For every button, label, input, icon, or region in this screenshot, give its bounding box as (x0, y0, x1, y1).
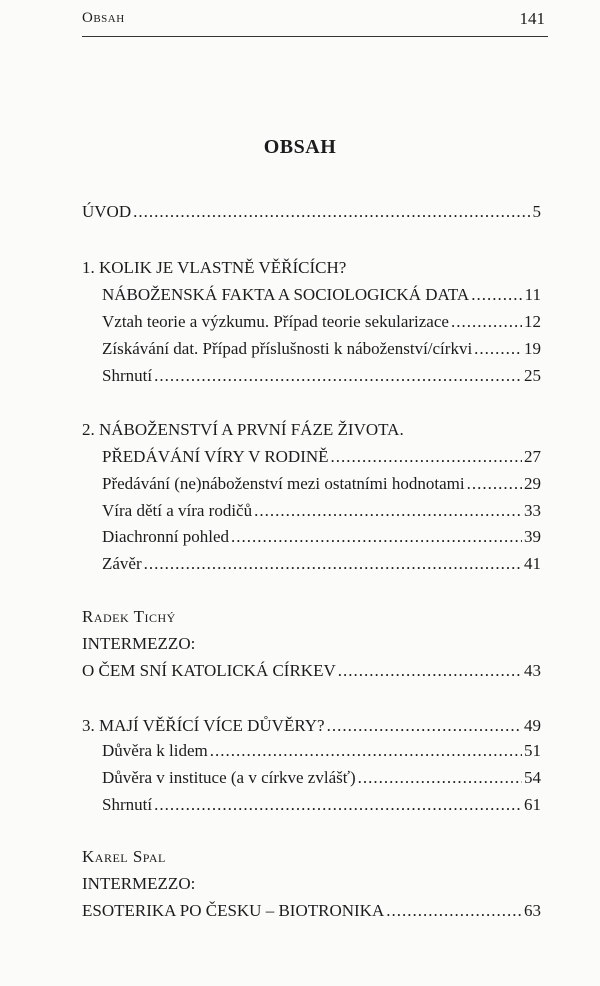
toc-entry-label: Karel Spal (82, 847, 166, 866)
toc-entry-label: INTERMEZZO: (82, 634, 196, 653)
dot-leader (474, 339, 522, 359)
dot-leader (386, 901, 522, 921)
toc-entry (102, 474, 541, 498)
dot-leader (154, 795, 522, 815)
toc-entry-page: 61 (524, 795, 541, 814)
toc-entry-page: 25 (524, 366, 541, 385)
toc-entry-label: Důvěra v instituce (a v církve zvlášť) (102, 768, 356, 787)
toc-entry-label: Shrnutí (102, 366, 153, 385)
dot-leader (338, 661, 522, 681)
dot-leader (231, 527, 522, 547)
dot-leader (451, 312, 522, 332)
toc-entry-page: 5 (532, 202, 541, 221)
toc-entry (102, 447, 541, 471)
toc-entry-page: 12 (524, 312, 541, 331)
toc-entry-label: Víra dětí a víra rodičů (102, 501, 253, 520)
dot-leader (471, 285, 522, 305)
toc-entry (102, 312, 541, 336)
toc-author (82, 607, 541, 631)
toc-author (82, 847, 541, 871)
toc-entry-label: Diachronní pohled (102, 527, 229, 546)
toc-entry-label: Důvěra k lidem (102, 741, 208, 760)
toc-entry (102, 339, 541, 363)
dot-leader (210, 741, 522, 761)
toc-entry (82, 901, 541, 925)
toc-entry-label: Vztah teorie a výzkumu. Případ teorie sekularizace (102, 312, 449, 331)
toc-entry-page: 54 (524, 768, 541, 787)
toc-entry-label: Radek Tichý (82, 607, 176, 626)
toc-entry-page: 49 (524, 716, 541, 735)
toc-entry-page: 51 (524, 741, 541, 760)
toc-entry (82, 258, 541, 282)
toc-entry-label: ESOTERIKA PO ČESKU – BIOTRONIKA (82, 901, 385, 920)
toc-entry-page: 27 (524, 447, 541, 466)
toc-entry-page: 11 (524, 285, 541, 304)
running-header-title: Obsah (82, 10, 125, 26)
toc-entry-label: PŘEDÁVÁNÍ VÍRY V RODINĚ (102, 447, 329, 466)
toc-title: OBSAH (263, 136, 337, 158)
toc-entry-label: Získávání dat. Případ příslušnosti k náboženství/církvi (102, 339, 473, 358)
dot-leader (254, 501, 522, 521)
toc-entry (82, 716, 541, 740)
toc-entry-label: 1. KOLIK JE VLASTNĚ VĚŘÍCÍCH? (82, 258, 347, 277)
toc-entry-label: O ČEM SNÍ KATOLICKÁ CÍRKEV (82, 661, 336, 680)
toc-entry-page: 33 (524, 501, 541, 520)
dot-leader (154, 366, 522, 386)
toc-entry (82, 874, 541, 898)
page-number: 141 (519, 9, 545, 28)
toc-entry-page: 19 (524, 339, 541, 358)
dot-leader (467, 474, 522, 494)
toc-entry (102, 795, 541, 819)
toc-entry-label: ÚVOD (82, 202, 132, 221)
toc-entry-page: 29 (524, 474, 541, 493)
toc-entry-label: Předávání (ne)náboženství mezi ostatními hodnotami (102, 474, 465, 493)
dot-leader (133, 202, 530, 222)
toc-entry-page: 41 (524, 554, 541, 573)
dot-leader (358, 768, 522, 788)
toc-entry (102, 366, 541, 390)
toc-entry (82, 634, 541, 658)
toc-entry-label: INTERMEZZO: (82, 874, 196, 893)
toc-entry-label: NÁBOŽENSKÁ FAKTA A SOCIOLOGICKÁ DATA (102, 285, 470, 304)
toc-entry-label: Shrnutí (102, 795, 153, 814)
toc-entry-label: Závěr (102, 554, 142, 573)
toc-entry-label: 2. NÁBOŽENSTVÍ A PRVNÍ FÁZE ŽIVOTA. (82, 420, 404, 439)
toc-entry (102, 285, 541, 309)
toc-entry (82, 202, 541, 226)
toc-entry (82, 420, 541, 444)
dot-leader (331, 447, 522, 467)
toc-entry (82, 661, 541, 685)
dot-leader (144, 554, 522, 574)
toc-entry-page: 39 (524, 527, 541, 546)
toc-entry (102, 768, 541, 792)
toc-entry-page: 43 (524, 661, 541, 680)
toc-entry-label: 3. MAJÍ VĚŘÍCÍ VÍCE DŮVĚRY? (82, 716, 325, 735)
toc-entry (102, 527, 541, 551)
header-rule (82, 36, 548, 37)
toc-entry (102, 554, 541, 578)
toc-entry-page: 63 (524, 901, 541, 920)
toc-entry (102, 741, 541, 765)
dot-leader (327, 716, 522, 736)
toc-entry (102, 501, 541, 525)
